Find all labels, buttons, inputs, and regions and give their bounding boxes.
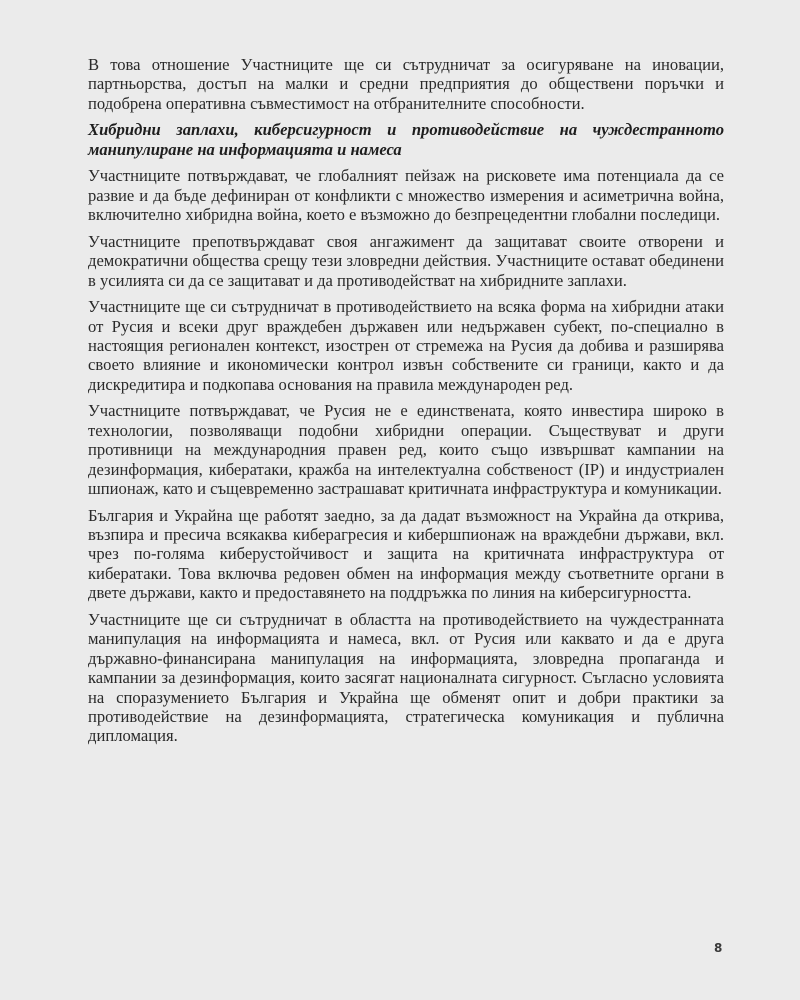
document-page [88, 55, 724, 753]
paragraph-other-adversaries: Участниците потвърждават, че Русия не е единствената, която инвестира широко в технологии, позволяващи подобни хибридни операции. Съществуват и други противници на международния правен ред, които също извършват кампании на дезинформация, кибератаки, кражба на интелектуална собственост (IP) и индустриален шпионаж, като и същевременно застрашават критичната инфраструктура и комуникации. [88, 401, 724, 499]
paragraph-information-manipulation: Участниците ще си сътрудничат в областта на противодействието на чуждестранната манипулация на информацията и намеса, вкл. от Русия или каквато и да е друга държавно-финансирана манипулация на информацията, зловредна пропаганда и кампании за дезинформация, които засягат националната сигурност. Съгласно условията на споразумението България и Украйна ще обменят опит и добри практики за противодействие на дезинформацията, стратегическа комуникация и публична дипломация. [88, 609, 724, 746]
paragraph-global-risk-landscape: Участниците потвърждават, че глобалният пейзаж на рисковете има потенциала да се развие и да бъде дефиниран от конфликти с множество измерения и асиметрична война, включително хибридна война, което е възможно до безпрецедентни глобални последици. [88, 166, 724, 225]
paragraph-reaffirm-commitment: Участниците препотвърждават своя ангажимент да защитават своите отворени и демократични общества срещу тези зловредни действия. Участниците остават обединени в усилията си да се защитават и да противодействат на хибридните заплахи. [88, 231, 724, 290]
paragraph-cyber-cooperation: България и Украйна ще работят заедно, за да дадат възможност на Украйна да открива, възпира и пресича всякаква киберагресия и кибершпионаж на враждебни държави, вкл. чрез по-голяма киберустойчивост и защита на критичната инфраструктура от кибератаки. Това включва редовен обмен на информация между съответните органи в двете държави, както и предоставянето на поддръжка по линия на киберсигурността. [88, 505, 724, 603]
paragraph-hybrid-attacks-russia: Участниците ще си сътрудничат в противодействието на всяка форма на хибридни атаки от Русия и всеки друг враждебен държавен или недържавен субект, по-специално в настоящия регионален контекст, изострен от стремежа на Русия да добива и разширява своето влияние и икономически контрол извън собствените си граници, както и да дискредитира и подкопава основания на правила международен ред. [88, 297, 724, 394]
paragraph-innovation-cooperation: В това отношение Участниците ще си сътрудничат за осигуряване на иновации, партньорства, достъп на малки и средни предприятия до обществени поръчки и подобрена оперативна съвместимост на отбранителните способности. [88, 55, 724, 113]
page-number: 8 [714, 941, 723, 955]
section-heading: Хибридни заплахи, киберсигурност и противодействие на чуждестранното манипулиране на информацията и намеса [88, 120, 724, 159]
